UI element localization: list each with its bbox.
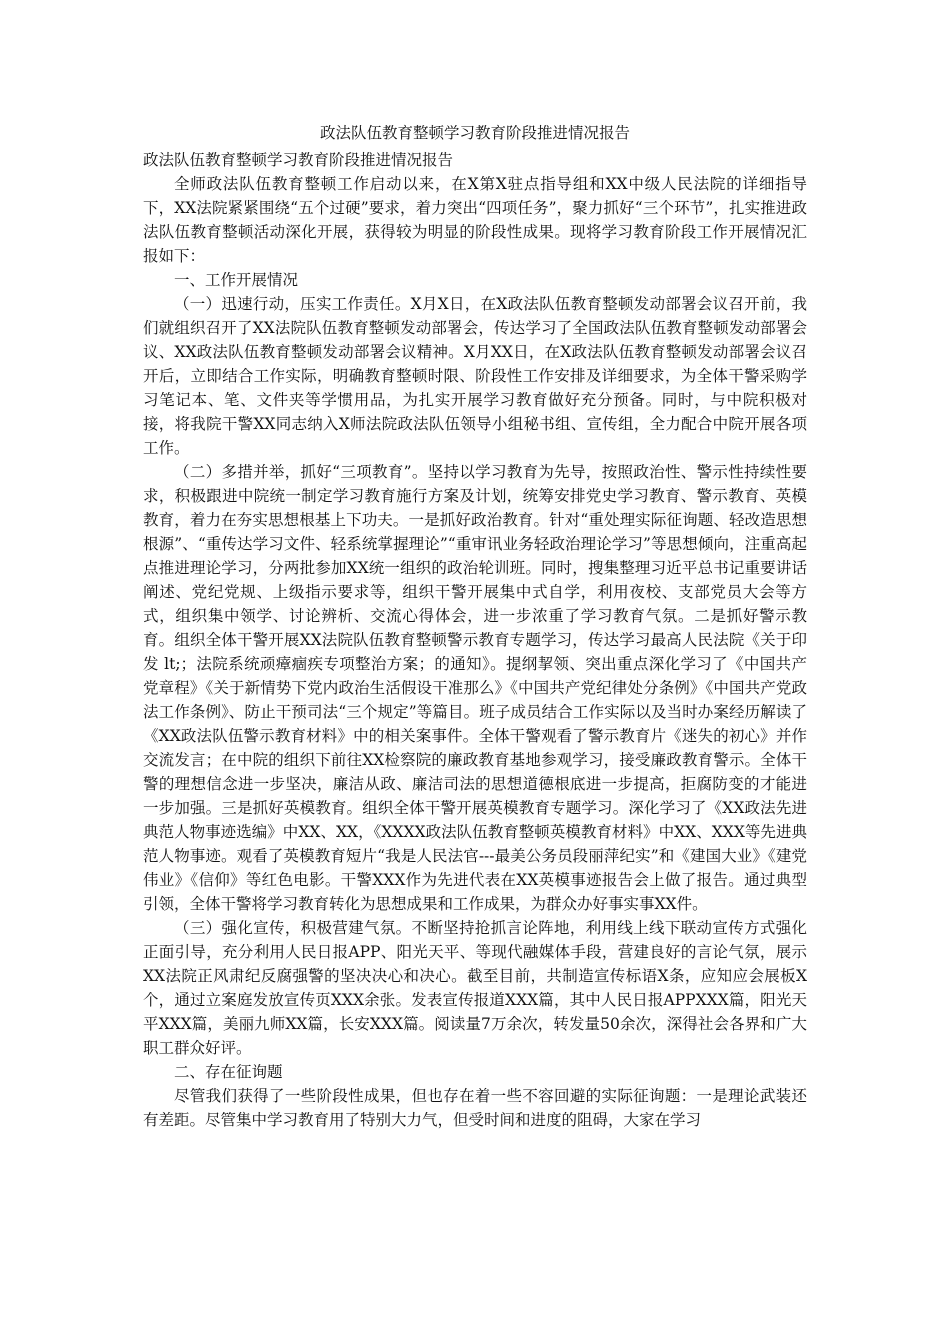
paragraph-1-3: （三）强化宣传，积极营建气氛。不断坚持抢抓言论阵地，利用线上线下联动宣传方式强化正面引导，充分利用人民日报APP、阳光天平、等现代融媒体手段，营建良好的言论气氛，展示XX法院正风肃纪反腐强警的坚决决心和决心。截至目前，共制造宣传标语X条，应知应会展板X个，通过立案庭发放宣传页XXX余张。发表宣传报道XXX篇，其中人民日报APPXXX篇，阳光天平XXX篇，美丽九师XX篇，长安XXX篇。阅读量7万余次，转发量50余次，深得社会各界和广大职工群众好评。	[143, 919, 807, 1057]
section-heading-2: 二、存在征询题	[174, 1063, 283, 1081]
intro-paragraph: 全师政法队伍教育整顿工作启动以来，在X第X驻点指导组和XX中级人民法院的详细指导下，XX法院紧紧围绕“五个过硬”要求，着力突出“四项任务”，聚力抓好“三个环节”，扎实推进政法队伍教育整顿活动深化开展，获得较为明显的阶段性成果。现将学习教育阶段工作开展情况汇报如下：	[143, 175, 807, 265]
section-heading-1: 一、工作开展情况	[174, 271, 299, 289]
paragraph-1-2: （二）多措并举，抓好“三项教育”。坚持以学习教育为先导，按照政治性、警示性持续性要求，积极跟进中院统一制定学习教育施行方案及计划，统筹安排党史学习教育、警示教育、英模教育，着力在夯实思想根基上下功夫。一是抓好政治教育。针对“重处理实际征询题、轻改造思想根源”、“重传达学习文件、轻系统掌握理论”“重审讯业务轻政治理论学习”等思想倾向，注重高起点推进理论学习，分两批参加XX统一组织的政治轮训班。同时，搜集整理习近平总书记重要讲话阐述、党纪党规、上级指示要求等，组织干警开展集中式自学，利用夜校、支部党员大会等方式，组织集中领学、讨论辨析、交流心得体会，进一步浓重了学习教育气氛。二是抓好警示教育。组织全体干警开展XX法院队伍教育整顿警示教育专题学习，传达学习最高人民法院《关于印发 lt;；法院系统顽瘴痼疾专项整治方案；的通知》。提纲挈领、突出重点深化学习了《中国共产党章程》《关于新情势下党内政治生活假设干准那么》《中国共产党纪律处分条例》《中国共产党政法工作条例》、防止干预司法“三个规定”等篇目。班子成员结合工作实际以及当时办案经历解读了《XX政法队伍警示教育材料》中的相关案事件。全体干警观看了警示教育片《迷失的初心》并作交流发言；在中院的组织下前往XX检察院的廉政教育基地参观学习，接受廉政教育警示。全体干警的理想信念进一步坚决，廉洁从政、廉洁司法的思想道德根底进一步提高，拒腐防变的才能进一步加强。三是抓好英模教育。组织全体干警开展英模教育专题学习。深化学习了《XX政法先进典范人物事迹选编》中XX、XX，《XXXX政法队伍教育整顿英模教育材料》中XX、XXX等先进典范人物事迹。观看了英模教育短片“我是人民法官---最美公务员段丽萍纪实”和《建国大业》《建党伟业》《信仰》等红色电影。干警XXX作为先进代表在XX英模事迹报告会上做了报告。通过典型引领，全体干警将学习教育转化为思想成果和工作成果，为群众办好事实事XX件。	[143, 463, 807, 913]
document-body	[143, 148, 807, 1132]
document-subtitle: 政法队伍教育整顿学习教育阶段推进情况报告	[143, 151, 454, 169]
paragraph-2: 尽管我们获得了一些阶段性成果，但也存在着一些不容回避的实际征询题：一是理论武装还有差距。尽管集中学习教育用了特别大力气，但受时间和进度的阻碍，大家在学习	[143, 1087, 807, 1129]
document-title: 政法队伍教育整顿学习教育阶段推进情况报告	[319, 124, 630, 142]
paragraph-1-1: （一）迅速行动，压实工作责任。X月X日，在X政法队伍教育整顿发动部署会议召开前，我们就组织召开了XX法院队伍教育整顿发动部署会，传达学习了全国政法队伍教育整顿发动部署会议、XX政法队伍教育整顿发动部署会议精神。X月XX日，在X政法队伍教育整顿发动部署会议召开后，立即结合工作实际，明确教育整顿时限、阶段性工作安排及详细要求，为全体干警采购学习笔记本、笔、文件夹等学惯用品，为扎实开展学习教育做好充分预备。同时，与中院积极对接，将我院干警XX同志纳入X师法院政法队伍领导小组秘书组、宣传组，全力配合中院开展各项工作。	[143, 295, 807, 457]
